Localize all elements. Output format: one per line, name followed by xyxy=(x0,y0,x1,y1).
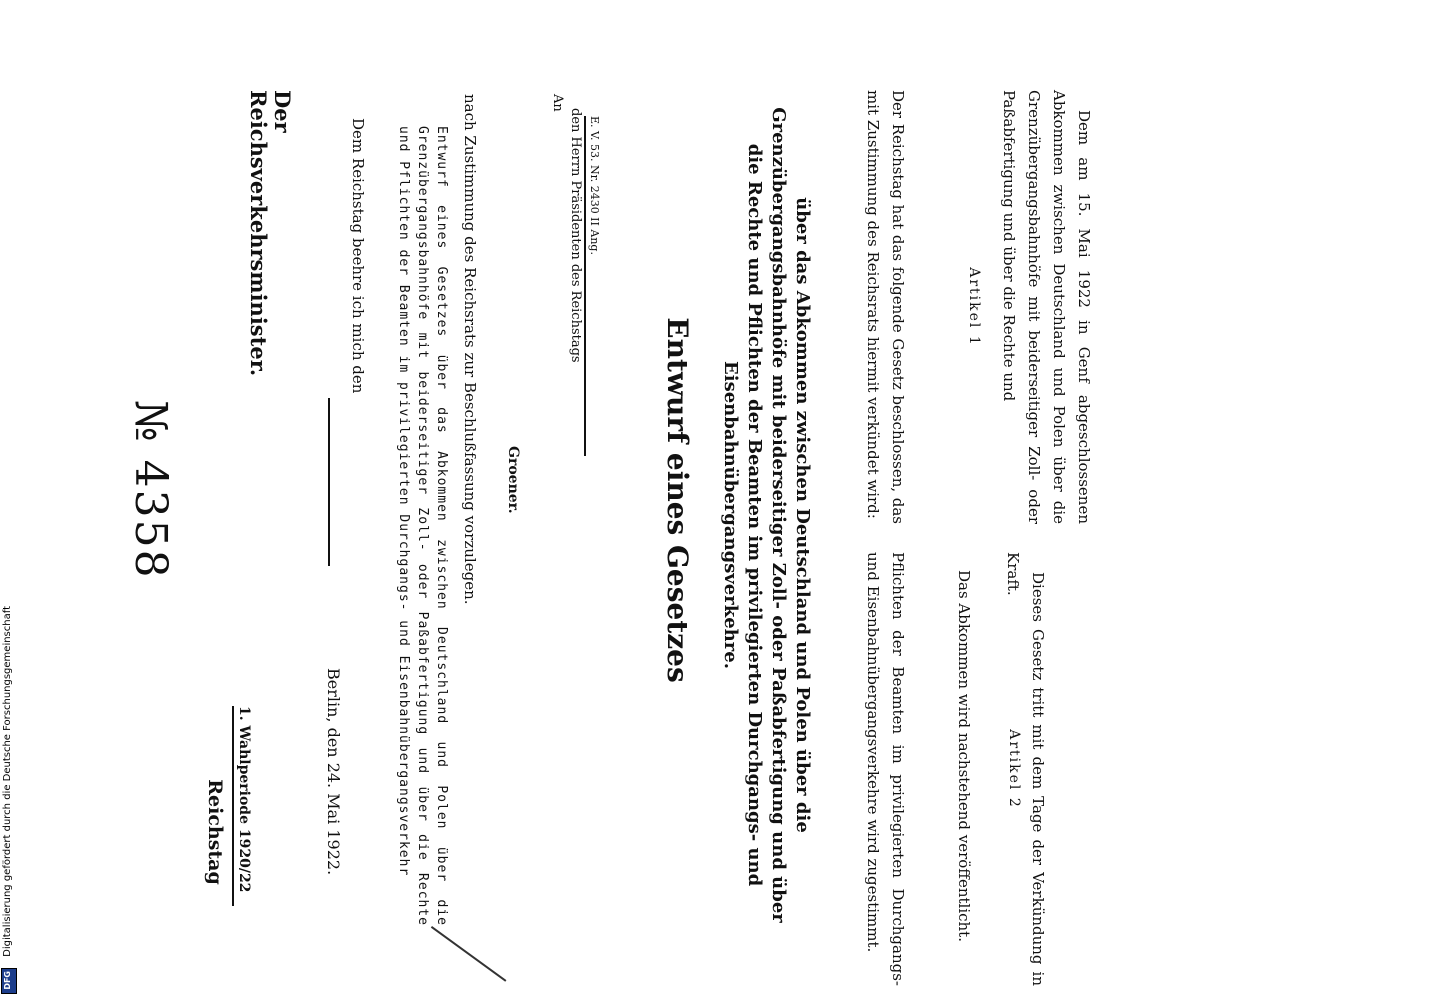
signature: Groener. xyxy=(505,446,521,514)
parliament-label: Reichstag xyxy=(204,779,226,885)
preamble-text: Der Reichstag hat das folgende Gesetz beschlossen, das mit Zustimmung des Reichsrats hiermit verkündet wird: xyxy=(864,90,907,524)
article1-continuation: Pflichten der Beamten im privilegierten Durchgangs- und Eisenbahnübergangsverkehre wird zugestimmt. xyxy=(864,552,907,986)
sender-heading: Der Reichsverkehrsminister. xyxy=(246,90,295,377)
article1-heading: Artikel 1 xyxy=(966,267,982,347)
dfg-logo-text: DFG xyxy=(3,971,12,990)
reference-number: E. V. 53. Nr. 2430 II Ang. xyxy=(584,116,602,456)
address-recipient: den Herrn Präsidenten des Reichstags xyxy=(568,108,583,363)
dfg-logo-icon xyxy=(1,968,17,994)
article1-text: Dem am 15. Mai 1922 in Genf abgeschlossenen Abkommen zwischen Deutschland und Polen über die Grenzübergangsbahnhöfe mit beiderseitiger Zoll- oder Paßabfertigung und über die Rechte und xyxy=(1000,90,1093,524)
place-date: Berlin, den 24. Mai 1922. xyxy=(324,668,343,876)
article2-text: Dieses Gesetz tritt mit dem Tage der Verkündung in Kraft. xyxy=(1004,552,1047,986)
credit-text: Digitalisierung gefördert durch die Deutsche Forschungsgemeinschaft xyxy=(2,606,13,957)
article2-heading: Artikel 2 xyxy=(1006,729,1022,809)
digitization-credit xyxy=(0,0,16,1000)
document-number: № 4358 xyxy=(125,400,176,580)
article1-publication: Das Abkommen wird nachstehend veröffentlicht. xyxy=(955,570,973,942)
electoral-period: 1. Wahlperiode 1920/22 xyxy=(232,706,254,906)
letter-closing: nach Zustimmung des Reichsrats zur Beschlußfassung vorzulegen. xyxy=(461,94,479,605)
draft-subtitle: über das Abkommen zwischen Deutschland und Polen über die Grenzübergangsbahnhöfe mit beiderseitiger Zoll- oder Paßabfertigung und über die Rechte und Pflichten der Beamten im privilegierten Durchgangs- und Eisenbahnübergangsverkehre. xyxy=(720,107,813,923)
section-end-rule xyxy=(328,398,330,566)
letter-intro: Dem Reichstag beehre ich mich den xyxy=(349,118,367,394)
draft-title: Entwurf eines Gesetzes xyxy=(661,317,694,683)
address-to: An xyxy=(550,94,565,112)
letter-subject: Entwurf eines Gesetzes über das Abkommen zwischen Deutschland und Polen über die Grenzübergangsbahnhöfe mit beiderseitiger Zoll- oder Paßabfertigung und über die Rechte und Pflichten der Beamten im privilegierten Durchgangs- und Eisenbahnübergangsverkehr xyxy=(396,126,449,926)
